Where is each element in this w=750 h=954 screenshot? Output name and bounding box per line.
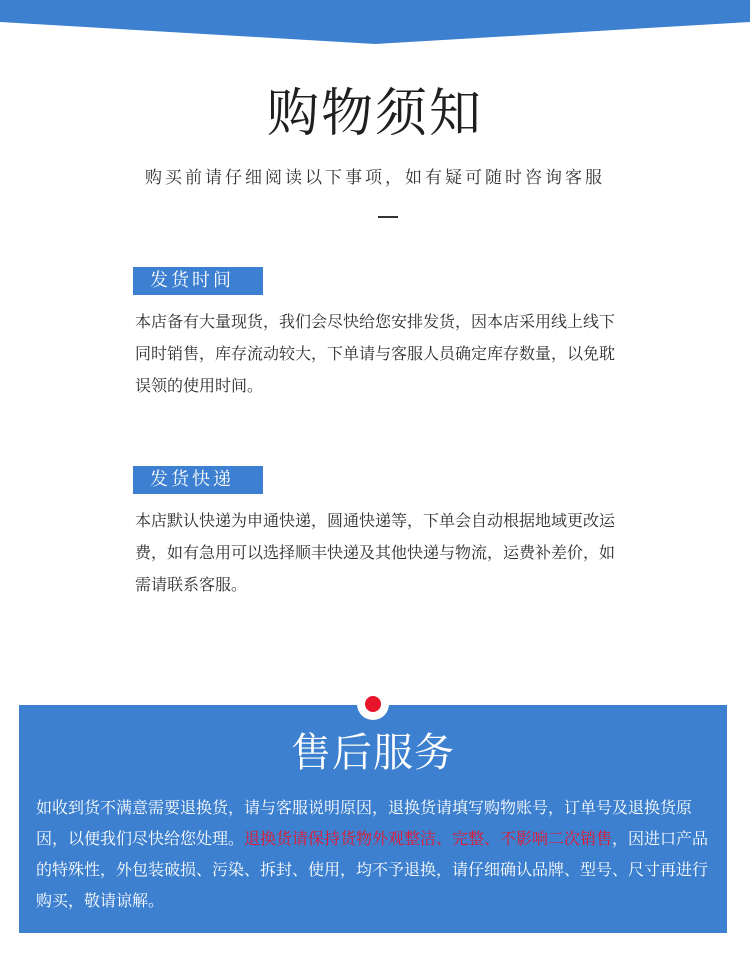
after-sales-text-outro: ，因进口产品的特殊性，外包装破损、污染、拆封、使用，均不予退换，请仔细确认品牌、型号、尺寸再进行购买，敬请谅解。 [36, 829, 709, 910]
after-sales-panel [19, 705, 727, 933]
top-banner-band [0, 0, 750, 48]
page-subtitle: 购买前请仔细阅读以下事项，如有疑可随时咨询客服 [145, 168, 605, 188]
after-sales-title: 售后服务 [291, 730, 455, 776]
title-divider [378, 216, 398, 218]
panel-marker-ring [357, 688, 389, 720]
after-sales-body [36, 792, 716, 916]
section-label-shipping-time: 发货时间 [133, 267, 263, 295]
red-dot-icon [365, 696, 381, 712]
after-sales-text-intro: 如收到货不满意需要退换货，请与客服说明原因，退换货请填写购物账号，订单号及退换货原因，以便我们尽快给您处理。 [36, 798, 693, 848]
after-sales-text-highlight: 退换货请保持货物外观整洁、完整、不影响二次销售 [244, 829, 613, 848]
section-body-shipping-courier: 本店默认快递为申通快递，圆通快递等，下单会自动根据地域更改运费，如有急用可以选择顺丰快递及其他快递与物流，运费补差价，如需请联系客服。 [135, 511, 616, 594]
section-label-shipping-courier: 发货快递 [133, 466, 263, 494]
page-title: 购物须知 [266, 84, 483, 144]
section-body-shipping-time: 本店备有大量现货，我们会尽快给您安排发货，因本店采用线上线下同时销售，库存流动较大，下单请与客服人员确定库存数量，以免耽误领的使用时间。 [135, 312, 616, 395]
